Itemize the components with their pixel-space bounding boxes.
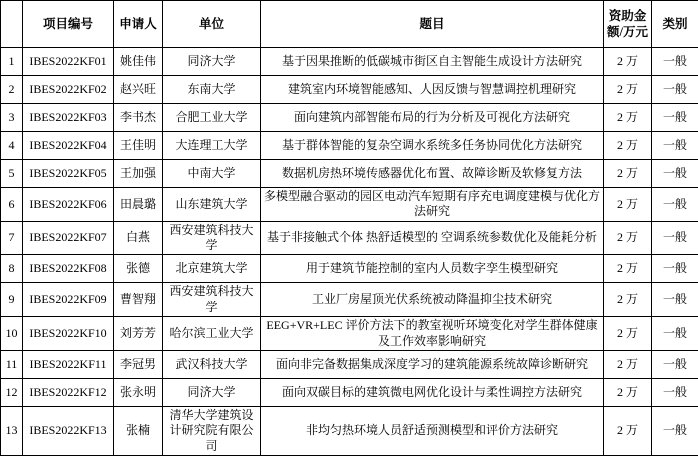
col-header-index: [1, 1, 23, 48]
category-cell: 一般: [652, 350, 698, 378]
title-cell: 非均匀热环境人员舒适预测模型和评价方法研究: [261, 406, 604, 455]
project-id-cell: IBES2022KF06: [23, 188, 114, 222]
title-cell: 面向非完备数据集成深度学习的建筑能源系统故障诊断研究: [261, 350, 604, 378]
organization-cell: 西安建筑科技大学: [163, 283, 261, 317]
applicant-cell: 李冠男: [114, 350, 163, 378]
category-cell: 一般: [652, 283, 698, 317]
funding-cell: 2 万: [604, 104, 652, 132]
row-index-cell: 8: [1, 255, 23, 283]
table-row: [1, 76, 698, 104]
funding-cell: 2 万: [604, 76, 652, 104]
organization-cell: 合肥工业大学: [163, 104, 261, 132]
project-id-cell: IBES2022KF11: [23, 350, 114, 378]
table-row: [1, 317, 698, 351]
applicant-cell: 张永明: [114, 378, 163, 406]
table-row: [1, 350, 698, 378]
funding-cell: 2 万: [604, 350, 652, 378]
project-id-cell: IBES2022KF03: [23, 104, 114, 132]
funding-cell: 2 万: [604, 48, 652, 76]
row-index-cell: 2: [1, 76, 23, 104]
applicant-cell: 张德: [114, 255, 163, 283]
applicant-cell: 曹智翔: [114, 283, 163, 317]
organization-cell: 大连理工大学: [163, 132, 261, 160]
funding-cell: 2 万: [604, 255, 652, 283]
col-header-organization: 单位: [163, 1, 261, 48]
row-index-cell: 3: [1, 104, 23, 132]
row-index-cell: 4: [1, 132, 23, 160]
funding-cell: 2 万: [604, 283, 652, 317]
project-id-cell: IBES2022KF13: [23, 406, 114, 455]
applicant-cell: 王佳明: [114, 132, 163, 160]
applicant-cell: 王加强: [114, 160, 163, 188]
col-header-applicant: 申请人: [114, 1, 163, 48]
category-cell: 一般: [652, 317, 698, 351]
category-cell: 一般: [652, 160, 698, 188]
organization-cell: 山东建筑大学: [163, 188, 261, 222]
title-cell: 多模型融合驱动的园区电动汽车短期有序充电调度建模与优化方法研究: [261, 188, 604, 222]
row-index-cell: 1: [1, 48, 23, 76]
category-cell: 一般: [652, 76, 698, 104]
funding-cell: 2 万: [604, 132, 652, 160]
organization-cell: 清华大学建筑设计研究院有限公司: [163, 406, 261, 455]
row-index-cell: 13: [1, 406, 23, 455]
table-row: [1, 104, 698, 132]
row-index-cell: 7: [1, 221, 23, 255]
title-cell: 数据机房热环境传感器优化布置、故障诊断及软修复方法: [261, 160, 604, 188]
category-cell: 一般: [652, 255, 698, 283]
row-index-cell: 5: [1, 160, 23, 188]
applicant-cell: 张楠: [114, 406, 163, 455]
category-cell: 一般: [652, 132, 698, 160]
category-cell: 一般: [652, 188, 698, 222]
project-id-cell: IBES2022KF02: [23, 76, 114, 104]
table-row: [1, 221, 698, 255]
title-cell: 建筑室内环境智能感知、人因反馈与智慧调控机理研究: [261, 76, 604, 104]
applicant-cell: 刘芳芳: [114, 317, 163, 351]
project-id-cell: IBES2022KF04: [23, 132, 114, 160]
title-cell: 基于非接触式个体 热舒适模型的 空调系统参数优化及能耗分析: [261, 221, 604, 255]
row-index-cell: 9: [1, 283, 23, 317]
row-index-cell: 12: [1, 378, 23, 406]
project-id-cell: IBES2022KF05: [23, 160, 114, 188]
category-cell: 一般: [652, 104, 698, 132]
applicant-cell: 田晨璐: [114, 188, 163, 222]
project-id-cell: IBES2022KF09: [23, 283, 114, 317]
organization-cell: 北京建筑大学: [163, 255, 261, 283]
funding-cell: 2 万: [604, 317, 652, 351]
table-row: [1, 48, 698, 76]
col-header-funding: 资助金额/万元: [604, 1, 652, 48]
organization-cell: 西安建筑科技大学: [163, 221, 261, 255]
organization-cell: 哈尔滨工业大学: [163, 317, 261, 351]
category-cell: 一般: [652, 48, 698, 76]
row-index-cell: 6: [1, 188, 23, 222]
title-cell: EEG+VR+LEC 评价方法下的教室视听环境变化对学生群体健康及工作效率影响研究: [261, 317, 604, 351]
project-id-cell: IBES2022KF08: [23, 255, 114, 283]
table-body: [1, 48, 698, 456]
project-id-cell: IBES2022KF07: [23, 221, 114, 255]
organization-cell: 武汉科技大学: [163, 350, 261, 378]
col-header-project-id: 项目编号: [23, 1, 114, 48]
applicant-cell: 李书杰: [114, 104, 163, 132]
funding-cell: 2 万: [604, 221, 652, 255]
category-cell: 一般: [652, 406, 698, 455]
applicant-cell: 姚佳伟: [114, 48, 163, 76]
table-row: [1, 255, 698, 283]
table-row: [1, 160, 698, 188]
title-cell: 基于因果推断的低碳城市街区自主智能生成设计方法研究: [261, 48, 604, 76]
title-cell: 用于建筑节能控制的室内人员数字孪生模型研究: [261, 255, 604, 283]
col-header-category: 类别: [652, 1, 698, 48]
funding-cell: 2 万: [604, 406, 652, 455]
table-row: [1, 132, 698, 160]
table-row: [1, 188, 698, 222]
project-id-cell: IBES2022KF10: [23, 317, 114, 351]
title-cell: 工业厂房屋顶光伏系统被动降温抑尘技术研究: [261, 283, 604, 317]
title-cell: 面向建筑内部智能布局的行为分析及可视化方法研究: [261, 104, 604, 132]
row-index-cell: 11: [1, 350, 23, 378]
col-header-title: 题目: [261, 1, 604, 48]
table-row: [1, 378, 698, 406]
funding-cell: 2 万: [604, 378, 652, 406]
organization-cell: 中南大学: [163, 160, 261, 188]
table-header-row: [1, 1, 698, 48]
project-id-cell: IBES2022KF01: [23, 48, 114, 76]
funding-cell: 2 万: [604, 160, 652, 188]
project-id-cell: IBES2022KF12: [23, 378, 114, 406]
applicant-cell: 白燕: [114, 221, 163, 255]
organization-cell: 东南大学: [163, 76, 261, 104]
organization-cell: 同济大学: [163, 48, 261, 76]
title-cell: 基于群体智能的复杂空调水系统多任务协同优化方法研究: [261, 132, 604, 160]
table-row: [1, 283, 698, 317]
organization-cell: 同济大学: [163, 378, 261, 406]
category-cell: 一般: [652, 221, 698, 255]
applicant-cell: 赵兴旺: [114, 76, 163, 104]
title-cell: 面向双碳目标的建筑微电网优化设计与柔性调控方法研究: [261, 378, 604, 406]
category-cell: 一般: [652, 378, 698, 406]
funding-cell: 2 万: [604, 188, 652, 222]
row-index-cell: 10: [1, 317, 23, 351]
